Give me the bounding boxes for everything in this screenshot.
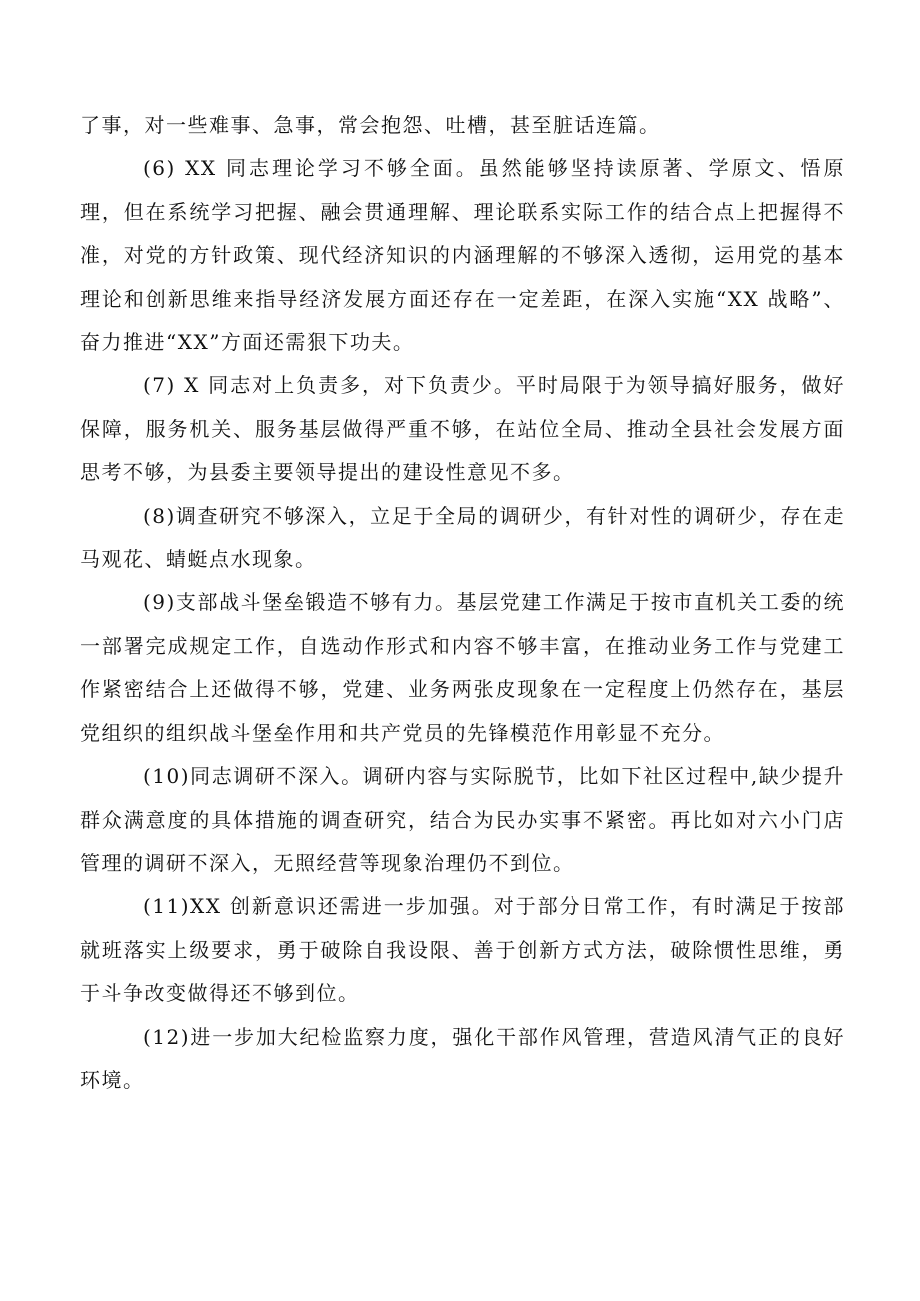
paragraph-item-6: (6) XX 同志理论学习不够全面。虽然能够坚持读原著、学原文、悟原理，但在系统学习把握、融会贯通理解、理论联系实际工作的结合点上把握得不准，对党的方针政策、现代经济知识的内涵理解的不够深入透彻，运用党的基本理论和创新思维来指导经济发展方面还存在一定差距，在深入实施“XX 战略”、奋力推进“XX”方面还需狠下功夫。 xyxy=(80,156,845,355)
paragraph-item-10: (10)同志调研不深入。调研内容与实际脱节，比如下社区过程中,缺少提升群众满意度的具体措施的调查研究，结合为民办实事不紧密。再比如对六小门店管理的调研不深入，无照经营等现象治理仍不到位。 xyxy=(80,764,845,875)
paragraph-item-11: (11)XX 创新意识还需进一步加强。对于部分日常工作，有时满足于按部就班落实上级要求，勇于破除自我设限、善于创新方式方法，破除惯性思维，勇于斗争改变做得还不够到位。 xyxy=(80,894,845,1006)
paragraph-item-9: (9)支部战斗堡垒锻造不够有力。基层党建工作满足于按市直机关工委的统一部署完成规定工作，自选动作形式和内容不够丰富，在推动业务工作与党建工作紧密结合上还做得不够，党建、业务两张皮现象在一定程度上仍然存在，基层党组织的组织战斗堡垒作用和共产党员的先锋模范作用彰显不充分。 xyxy=(80,590,845,745)
paragraph-continuation: 了事，对一些难事、急事，常会抱怨、吐槽，甚至脏话连篇。 xyxy=(80,113,661,137)
paragraph-item-8: (8)调查研究不够深入，立足于全局的调研少，有针对性的调研少，存在走马观花、蜻蜓点水现象。 xyxy=(80,503,845,572)
paragraph-item-7: (7) X 同志对上负责多，对下负责少。平时局限于为领导搞好服务，做好保障，服务机关、服务基层做得严重不够，在站位全局、推动全县社会发展方面思考不够，为县委主要领导提出的建设性意见不多。 xyxy=(80,373,845,485)
paragraph-item-12: (12)进一步加大纪检监察力度，强化干部作风管理，营造风清气正的良好环境。 xyxy=(80,1024,845,1092)
document-body xyxy=(80,104,845,1102)
